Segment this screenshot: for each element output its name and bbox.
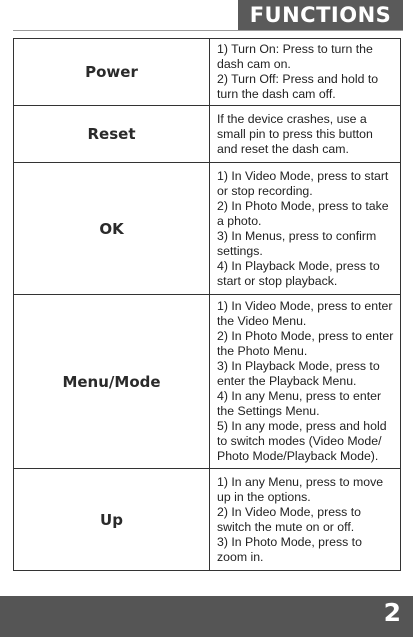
header-divider xyxy=(13,30,403,31)
description-line: 2) In Photo Mode, press to enter the Photo Menu. xyxy=(217,329,394,358)
description-line: 1) In Video Mode, press to enter the Video Menu. xyxy=(217,299,393,328)
function-description xyxy=(210,39,401,106)
description-line: 1) In Video Mode, press to start or stop recording. xyxy=(217,168,389,198)
table-row xyxy=(14,106,401,163)
function-description xyxy=(210,295,401,469)
function-description xyxy=(210,469,401,571)
description-line: 4) In any Menu, press to enter the Settings Menu. xyxy=(217,389,382,418)
description-line: 1) In any Menu, press to move up in the options. xyxy=(217,474,384,504)
page-number: 2 xyxy=(383,598,401,627)
footer-bar xyxy=(0,596,413,637)
function-description xyxy=(210,106,401,163)
functions-table xyxy=(13,38,401,571)
function-name: Reset xyxy=(14,106,210,163)
description-line: 2) Turn Off: Press and hold to turn the dash cam off. xyxy=(217,72,379,101)
description-line: 2) In Video Mode, press to switch the mute on or off. xyxy=(217,504,362,534)
description-line: 2) In Photo Mode, press to take a photo. xyxy=(217,198,389,228)
description-line: 1) Turn On: Press to turn the dash cam on. xyxy=(217,42,373,71)
description-line: 3) In Playback Mode, press to enter the Playback Menu. xyxy=(217,359,380,388)
description-line: 3) In Photo Mode, press to zoom in. xyxy=(217,534,362,564)
function-description xyxy=(210,163,401,295)
table-row xyxy=(14,39,401,106)
table-row xyxy=(14,469,401,571)
table-row xyxy=(14,163,401,295)
function-name: Power xyxy=(14,39,210,106)
function-name: Menu/Mode xyxy=(14,295,210,469)
description-line: 5) In any mode, press and hold to switch modes (Video Mode/ Photo Mode/Playback Mode). xyxy=(217,419,387,463)
description-line: 4) In Playback Mode, press to start or stop playback. xyxy=(217,258,380,288)
table-row xyxy=(14,295,401,469)
function-name: OK xyxy=(14,163,210,295)
section-title: FUNCTIONS xyxy=(238,0,403,30)
description-line: If the device crashes, use a small pin to press this button and reset the dash cam. xyxy=(217,111,373,156)
description-line: 3) In Menus, press to confirm settings. xyxy=(217,228,377,258)
function-name: Up xyxy=(14,469,210,571)
